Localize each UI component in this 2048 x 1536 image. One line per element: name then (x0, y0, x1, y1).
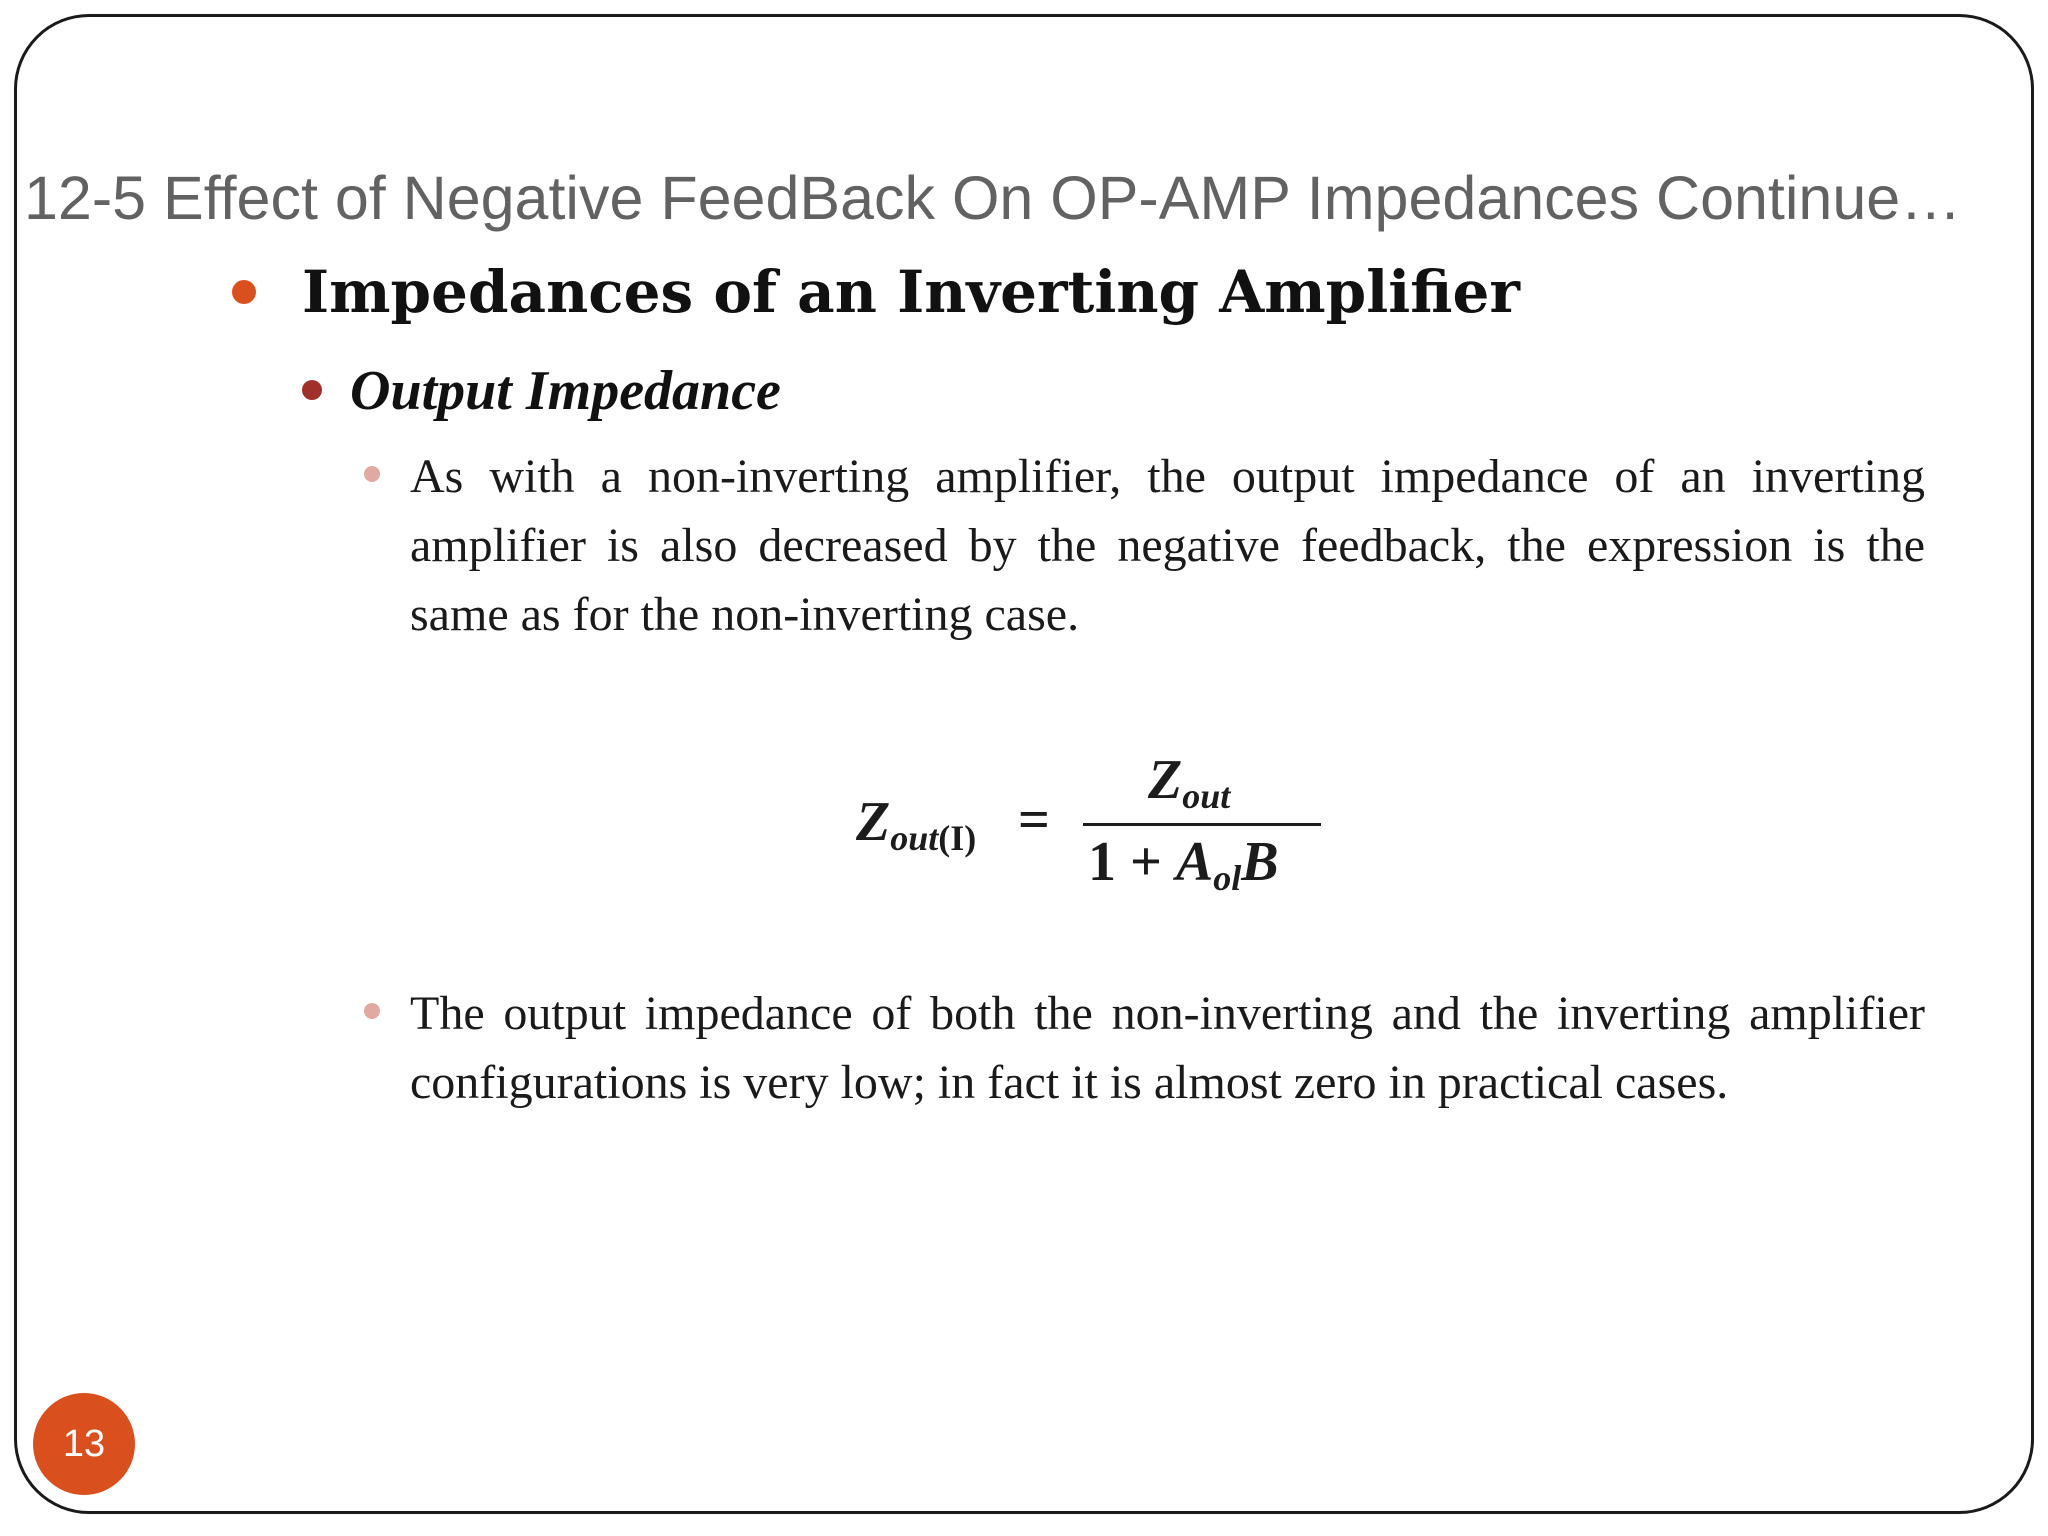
bullet-dot-level3 (364, 1003, 380, 1019)
formula-denominator (1088, 827, 1279, 903)
formula-lhs-symbol: Z (856, 791, 891, 853)
formula-equals: = (1018, 789, 1050, 851)
paragraph-output-impedance: As with a non-inverting amplifier, the output impedance of an inverting amplifier is also decreased by the negative feedback, the expression is the same as for the non-inverting case. (410, 450, 1925, 641)
formula-lhs-sub-text: out (890, 818, 939, 858)
formula-den-symbol: A (1175, 831, 1214, 893)
paragraph-low-impedance: The output impedance of both the non-inverting and the inverting amplifier configurations is very low; in fact it is almost zero in practical cases. (410, 987, 1925, 1109)
fraction-bar (1083, 823, 1321, 826)
formula-den-one: 1 (1088, 831, 1116, 893)
formula-lhs (856, 787, 976, 863)
formula-num-subscript: out (1182, 776, 1231, 816)
slide-title: 12-5 Effect of Negative FeedBack On OP-AMP Impedances Continue… (24, 164, 1962, 232)
formula-den-subscript: ol (1213, 858, 1242, 898)
output-impedance-formula (850, 745, 1330, 905)
page-number-badge: 13 (33, 1393, 135, 1495)
formula-den-plus: + (1130, 831, 1162, 893)
heading-bullet: Impedances of an Inverting Amplifier (302, 258, 1520, 326)
bullet-dot-level2 (302, 380, 322, 400)
bullet-dot-level3 (364, 466, 380, 482)
formula-lhs-subscript (890, 818, 976, 858)
subheading-bullet: Output Impedance (350, 360, 781, 422)
formula-num-symbol: Z (1148, 749, 1183, 811)
formula-lhs-sub-paren: (I) (938, 818, 977, 858)
bullet-dot-level1 (232, 280, 256, 304)
formula-den-B: B (1241, 831, 1279, 893)
formula-numerator (1148, 745, 1230, 821)
